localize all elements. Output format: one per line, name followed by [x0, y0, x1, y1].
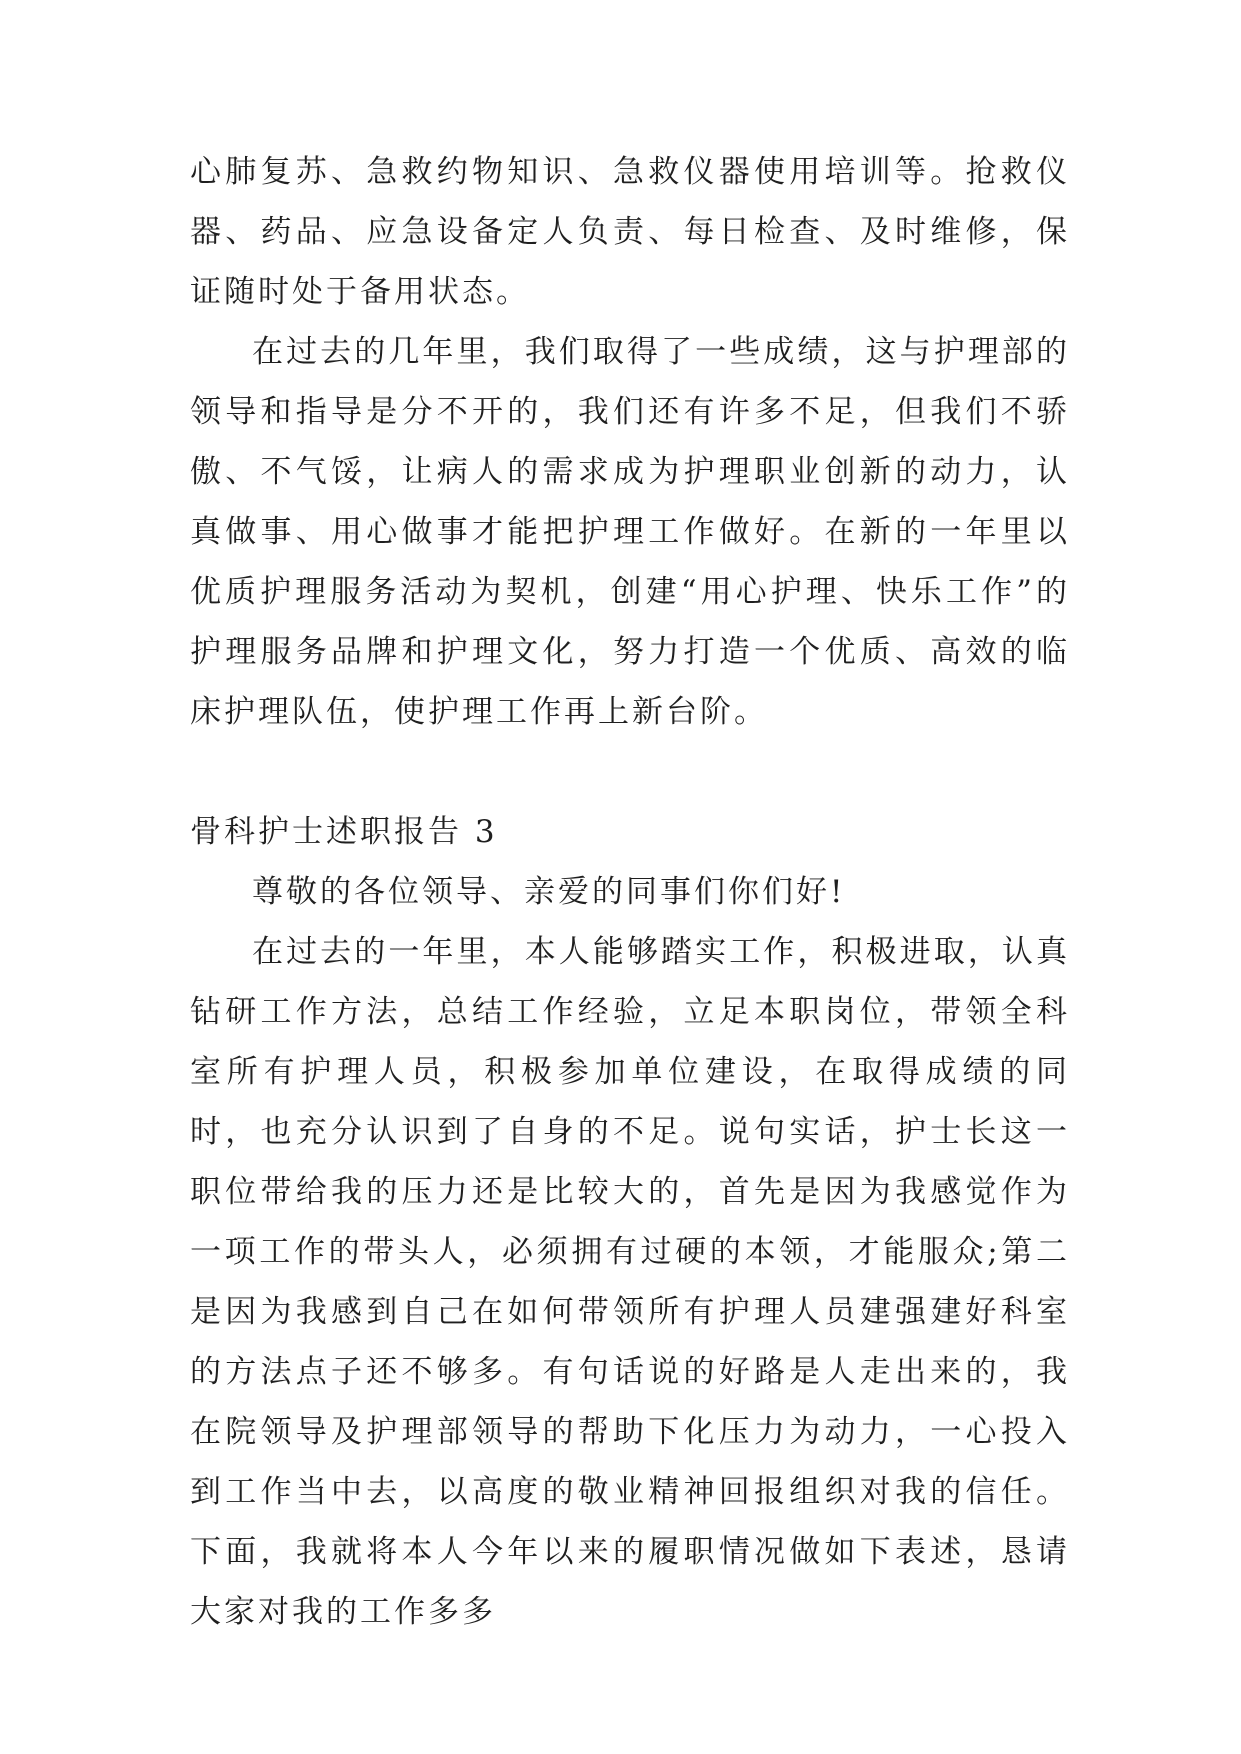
paragraph-continuation: 心肺复苏、急救约物知识、急救仪器使用培训等。抢救仪器、药品、应急设备定人负责、每日检查、及时维修，保证随时处于备用状态。	[190, 154, 1070, 310]
paragraph-achievements: 在过去的几年里，我们取得了一些成绩，这与护理部的领导和指导是分不开的，我们还有许多不足，但我们不骄傲、不气馁，让病人的需求成为护理职业创新的动力，认真做事、用心做事才能把护理工作做好。在新的一年里以优质护理服务活动为契机，创建“用心护理、快乐工作”的护理服务品牌和护理文化，努力打造一个优质、高效的临床护理队伍，使护理工作再上新台阶。	[190, 334, 1070, 730]
paragraph-report-body: 在过去的一年里，本人能够踏实工作，积极进取，认真钻研工作方法，总结工作经验，立足本职岗位，带领全科室所有护理人员，积极参加单位建设，在取得成绩的同时，也充分认识到了自身的不足。说句实话，护士长这一职位带给我的压力还是比较大的，首先是因为我感觉作为一项工作的带头人，必须拥有过硬的本领，才能服众;第二是因为我感到自己在如何带领所有护理人员建强建好科室的方法点子还不够多。有句话说的好路是人走出来的，我在院领导及护理部领导的帮助下化压力为动力，一心投入到工作当中去，以高度的敬业精神回报组织对我的信任。下面，我就将本人今年以来的履职情况做如下表述，恳请大家对我的工作多多	[190, 934, 1070, 1630]
document-body	[190, 142, 1070, 1642]
section-title: 骨科护士述职报告 3	[190, 814, 498, 850]
greeting: 尊敬的各位领导、亲爱的同事们你们好!	[252, 874, 846, 910]
